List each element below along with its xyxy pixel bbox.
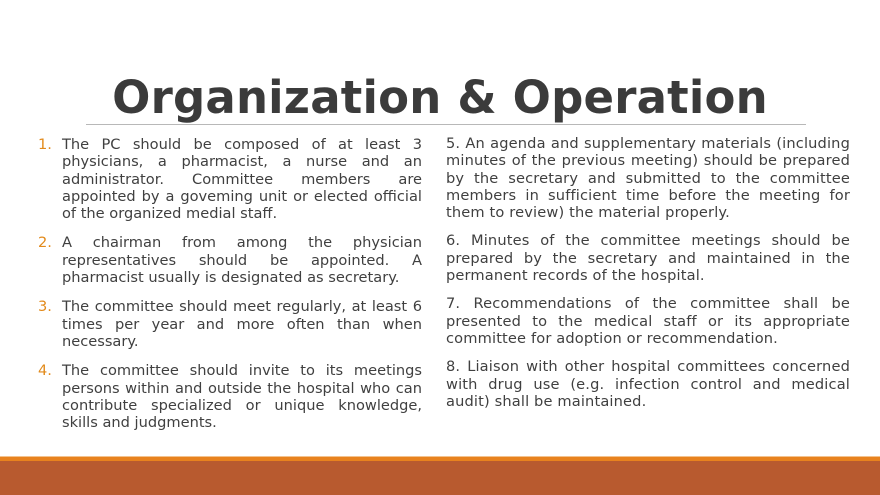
item-text: A chairman from among the physician representatives should be appointed. A pharmacist usually is designated as secretary. — [62, 234, 422, 287]
paragraph: 7. Recommendations of the committee shall be presented to the medical staff or its appropriate committee for adoption or recommendation. — [446, 295, 850, 347]
item-number: 4. — [38, 362, 52, 380]
left-column — [38, 136, 422, 443]
item-number: 1. — [38, 136, 52, 153]
paragraph: 5. An agenda and supplementary materials (including minutes of the previous meeting) should be prepared by the secretary and submitted to the committee members in sufficient time before the meeting for them to review) the material properly. — [446, 135, 850, 222]
slide-title: Organization & Operation — [112, 71, 768, 124]
list-item — [38, 234, 422, 286]
title-divider — [86, 124, 806, 125]
paragraph: 8. Liaison with other hospital committees concerned with drug use (e.g. infection control and medical audit) shall be maintained. — [446, 358, 850, 410]
list-item — [38, 362, 422, 431]
footer-band — [0, 461, 880, 495]
item-number: 3. — [38, 298, 52, 316]
item-number: 2. — [38, 234, 52, 252]
list-item — [38, 136, 422, 222]
paragraph: 6. Minutes of the committee meetings should be prepared by the secretary and maintained in the permanent records of the hospital. — [446, 232, 850, 285]
item-text: The PC should be composed of at least 3 physicians, a pharmacist, a nurse and an administrator. Committee members are appointed by a goveming unit or elected official of the organized medial staff. — [62, 136, 422, 223]
right-column — [446, 135, 850, 421]
list-item — [38, 298, 422, 350]
item-text: The committee should meet regularly, at least 6 times per year and more often than when necessary. — [62, 298, 422, 350]
item-text: The committee should invite to its meetings persons within and outside the hospital who can contribute specialized or unique knowledge, skills and judgments. — [62, 362, 422, 432]
